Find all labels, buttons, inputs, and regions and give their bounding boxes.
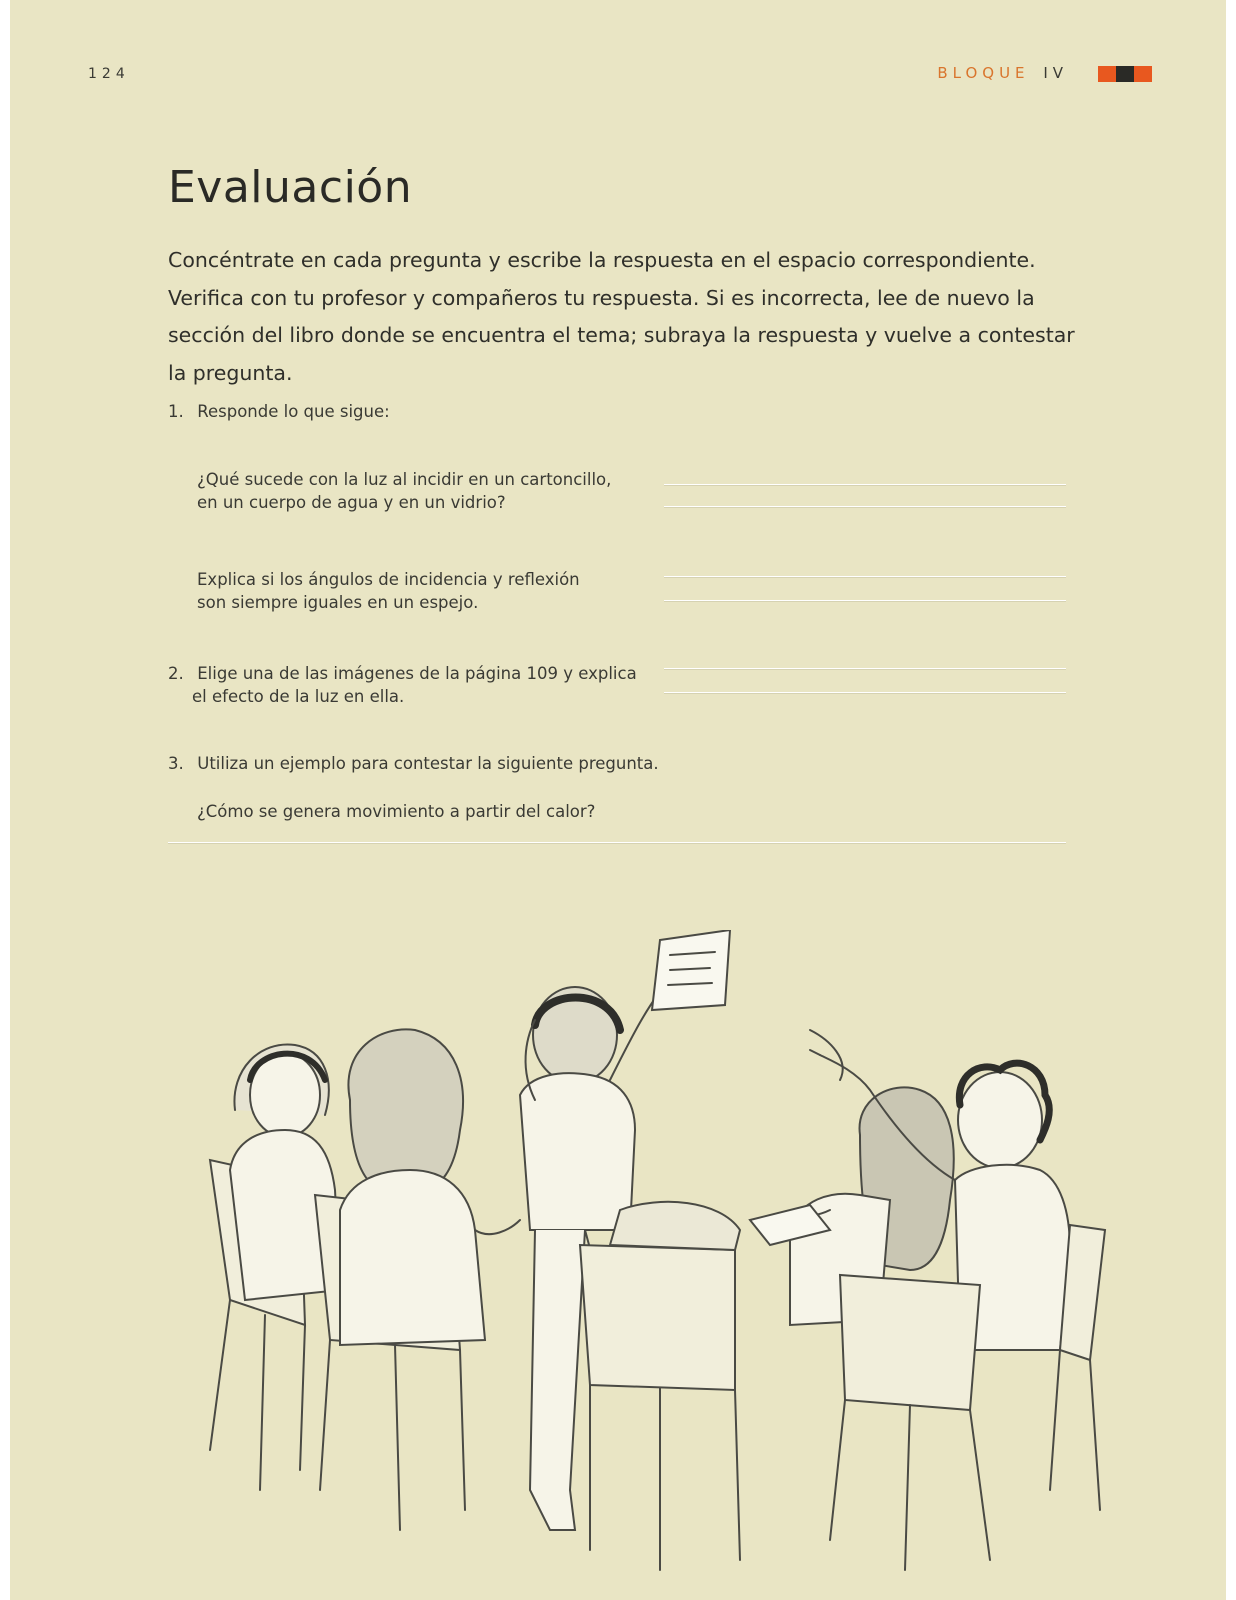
question-2 bbox=[168, 662, 637, 708]
answer-line-1b-1[interactable] bbox=[664, 576, 1066, 578]
question-1a-line-2: en un cuerpo de agua y en un vidrio? bbox=[197, 493, 506, 512]
question-1-number: 1. bbox=[168, 402, 184, 421]
chair-right bbox=[830, 1275, 990, 1570]
chair-center-front bbox=[580, 1202, 740, 1570]
question-1b-line-2: son siempre iguales en un espejo. bbox=[197, 593, 479, 612]
block-word: BLOQUE bbox=[937, 64, 1030, 82]
block-color-marker bbox=[1098, 66, 1152, 82]
block-label bbox=[937, 64, 1068, 82]
marker-dark-center bbox=[1116, 66, 1134, 82]
question-2-number: 2. bbox=[168, 664, 184, 683]
question-3-sub: ¿Cómo se genera movimiento a partir del calor? bbox=[197, 802, 596, 821]
block-numeral: IV bbox=[1043, 64, 1068, 82]
question-1b bbox=[197, 568, 580, 614]
question-3-number: 3. bbox=[168, 754, 184, 773]
instructions-paragraph: Concéntrate en cada pregunta y escribe la respuesta en el espacio correspondiente. Verifica con tu profesor y compañeros tu respuesta. Si es incorrecta, lee de nuevo la sección del libro donde se encuentra el tema; subraya la respuesta y vuelve a contestar la pregunta. bbox=[168, 248, 1075, 385]
answer-line-1a-1[interactable] bbox=[664, 484, 1066, 486]
question-1a bbox=[197, 468, 611, 514]
answer-line-3[interactable] bbox=[168, 842, 1066, 844]
question-1a-line-1: ¿Qué sucede con la luz al incidir en un cartoncillo, bbox=[197, 470, 612, 489]
answer-line-1b-2[interactable] bbox=[664, 600, 1066, 602]
marker-orange-right bbox=[1134, 66, 1152, 82]
answer-line-2-2[interactable] bbox=[664, 692, 1066, 694]
question-2-line-1: Elige una de las imágenes de la página 109 y explica bbox=[197, 664, 637, 683]
girl-center-left bbox=[340, 1029, 520, 1345]
question-1b-line-1: Explica si los ángulos de incidencia y reflexión bbox=[197, 570, 580, 589]
marker-orange-left bbox=[1098, 66, 1116, 82]
students-illustration bbox=[190, 930, 1130, 1580]
answer-line-1a-2[interactable] bbox=[664, 506, 1066, 508]
question-1-text: Responde lo que sigue: bbox=[197, 402, 390, 421]
page bbox=[10, 0, 1226, 1600]
answer-line-2-1[interactable] bbox=[664, 668, 1066, 670]
page-number: 124 bbox=[88, 66, 130, 82]
question-3 bbox=[168, 752, 659, 775]
question-2-line-2: el efecto de la luz en ella. bbox=[192, 687, 405, 706]
question-3-text: Utiliza un ejemplo para contestar la siguiente pregunta. bbox=[197, 754, 659, 773]
question-1 bbox=[168, 400, 390, 423]
page-title: Evaluación bbox=[168, 162, 413, 213]
